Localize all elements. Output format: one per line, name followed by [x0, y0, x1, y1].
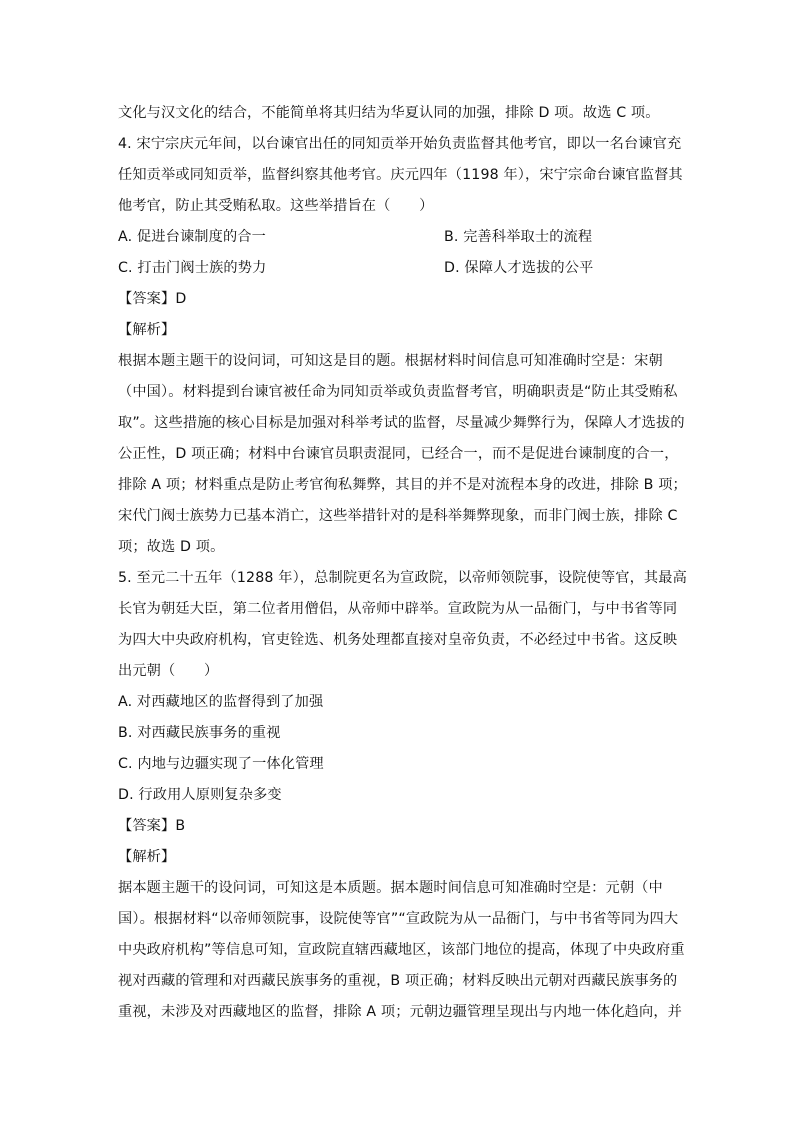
q4-analysis-line: 根据本题主题干的设问词，可知这是目的题。根据材料时间信息可知准确时空是：宋朝 — [118, 353, 663, 369]
q5-option-a: A. 对西藏地区的监督得到了加强 — [118, 694, 324, 710]
q4-answer: 【答案】D — [118, 291, 187, 307]
q4-analysis-line: 排除 A 项；材料重点是防止考官徇私舞弊，其目的并不是对流程本身的改进，排除 B 项； — [118, 477, 687, 493]
q5-analysis-line: 国）。根据材料“以帝师领院事，设院使等官”“宣政院为从一品衙门，与中书省等同为四大 — [118, 911, 679, 927]
q5-option-b: B. 对西藏民族事务的重视 — [118, 725, 281, 741]
intro-line: 文化与汉文化的结合，不能简单将其归结为华夏认同的加强，排除 D 项。故选 C 项。 — [118, 105, 660, 121]
q4-stem-line: 任知贡举或同知贡举，监督纠察其他考官。庆元四年（1198 年），宋宁宗命台谏官监督其 — [118, 167, 683, 183]
q5-option-c: C. 内地与边疆实现了一体化管理 — [118, 756, 324, 772]
q5-option-d: D. 行政用人原则复杂多变 — [118, 787, 282, 803]
q4-analysis-line: 取”。这些措施的核心目标是加强对科举考试的监督，尽量减少舞弊行为，保障人才选拔的 — [118, 415, 685, 431]
q5-analysis-line: 重视，未涉及对西藏地区的监督，排除 A 项；元朝边疆管理呈现出与内地一体化趋向，并 — [118, 1004, 683, 1020]
q4-analysis-line: 宋代门阀士族势力已基本消亡，这些举措针对的是科举舞弊现象，而非门阀士族，排除 C — [118, 508, 678, 524]
q5-analysis-line: 中央政府机构”等信息可知，宣政院直辖西藏地区，该部门地位的提高，体现了中央政府重 — [118, 942, 685, 958]
q4-stem-line: 4. 宋宁宗庆元年间，以台谏官出任的同知贡举开始负责监督其他考官，即以一名台谏官充 — [118, 136, 682, 152]
q5-analysis-title: 【解析】 — [118, 849, 176, 865]
q5-answer: 【答案】B — [118, 818, 186, 834]
q5-stem-line: 出元朝（ ） — [118, 663, 219, 679]
q4-analysis-line: （中国）。材料提到台谏官被任命为同知贡举或负责监督考官，明确职责是“防止其受贿私 — [118, 384, 678, 400]
q5-stem-line: 为四大中央政府机构，官吏铨选、机务处理都直接对皇帝负责，不必经过中书省。这反映 — [118, 632, 678, 648]
q4-analysis-line: 公正性，D 项正确；材料中台谏官员职责混同，已经合一，而不是促进台谏制度的合一， — [118, 446, 679, 462]
q4-option-a: A. 促进台谏制度的合一 — [118, 229, 266, 245]
q5-stem-line: 长官为朝廷大臣，第二位者用僧侣，从帝师中辟举。宣政院为从一品衙门，与中书省等同 — [118, 601, 678, 617]
q4-analysis-title: 【解析】 — [118, 322, 176, 338]
q4-stem-line: 他考官，防止其受贿私取。这些举措旨在（ ） — [118, 198, 434, 214]
q5-analysis-line: 视对西藏的管理和对西藏民族事务的重视，B 项正确；材料反映出元朝对西藏民族事务的 — [118, 973, 678, 989]
q5-analysis-line: 据本题主题干的设问词，可知这是本质题。据本题时间信息可知准确时空是：元朝（中 — [118, 880, 663, 896]
q4-option-b: B. 完善科举取士的流程 — [444, 229, 593, 245]
q4-option-c: C. 打击门阀士族的势力 — [118, 260, 267, 276]
q4-analysis-line: 项；故选 D 项。 — [118, 539, 225, 555]
q4-option-d: D. 保障人才选拔的公平 — [444, 260, 594, 276]
q5-stem-line: 5. 至元二十五年（1288 年），总制院更名为宣政院，以帝师领院事，设院使等官，其最高 — [118, 570, 687, 586]
